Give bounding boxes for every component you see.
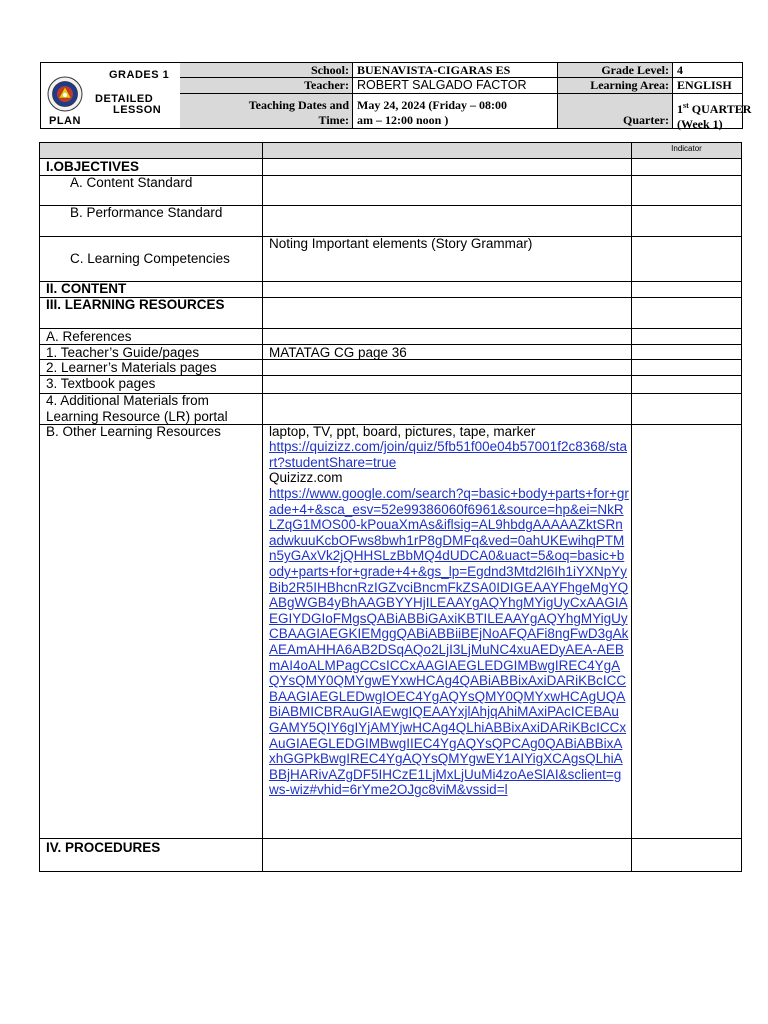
teaching-dates-value: [353, 94, 558, 128]
other-resources-label: B. Other Learning Resources: [46, 424, 221, 439]
row-divider: [40, 838, 741, 839]
quarter-number: 1: [677, 102, 683, 116]
learning-area-label: Learning Area:: [558, 78, 673, 94]
column-divider: [262, 143, 263, 871]
deped-seal-icon: [47, 76, 83, 112]
quarter-label: Quarter:: [558, 94, 673, 128]
other-resources-value: laptop, TV, ppt, board, pictures, tape, marker: [269, 424, 536, 439]
learners-materials-label: 2. Learner’s Materials pages: [46, 360, 217, 375]
header-title-block: [41, 63, 181, 128]
teaching-dates-label: [180, 94, 353, 128]
grades-label: GRADES 1: [109, 69, 170, 81]
additional-materials-line2: Learning Resource (LR) portal: [46, 408, 228, 424]
additional-materials-label: [46, 393, 228, 424]
column-divider: [631, 143, 632, 871]
procedures-heading: IV. PROCEDURES: [46, 840, 161, 855]
references-label: A. References: [46, 329, 132, 344]
quarter-week: (Week 1): [677, 117, 723, 131]
learning-competencies-value: Noting Important elements (Story Grammar): [269, 236, 533, 251]
row-divider: [40, 281, 741, 282]
performance-standard-label: B. Performance Standard: [70, 205, 223, 220]
column-header-shade: [40, 143, 262, 158]
quizizz-text: Quizizz.com: [269, 470, 343, 485]
teaching-dates-label-line2: Time:: [318, 113, 349, 127]
content-heading: II. CONTENT: [46, 281, 127, 296]
teaching-dates-label-line1: Teaching Dates and: [248, 98, 349, 112]
column-header-shade: [263, 143, 631, 158]
indicator-header: Indicator: [671, 144, 702, 153]
lesson-label: LESSON: [113, 104, 162, 116]
detailed-label: DETAILED: [95, 93, 154, 105]
grade-level-label: Grade Level:: [558, 63, 673, 78]
learning-resources-heading: III. LEARNING RESOURCES: [46, 297, 225, 312]
content-standard-label: A. Content Standard: [70, 175, 193, 190]
row-divider: [40, 158, 741, 159]
textbook-label: 3. Textbook pages: [46, 376, 156, 391]
teaching-dates-value-line1: May 24, 2024 (Friday – 08:00: [357, 98, 507, 112]
learning-competencies-label: C. Learning Competencies: [70, 251, 230, 266]
quarter-value: [673, 94, 752, 131]
objectives-heading: I.OBJECTIVES: [46, 159, 140, 174]
quarter-ordinal: st: [683, 101, 689, 110]
teachers-guide-value: MATATAG CG page 36: [269, 345, 407, 360]
teachers-guide-label: 1. Teacher’s Guide/pages: [46, 345, 200, 360]
row-divider: [40, 328, 741, 329]
school-label: School:: [180, 63, 353, 78]
additional-materials-line1: 4. Additional Materials from: [46, 393, 209, 408]
plan-label: PLAN: [49, 115, 81, 127]
lesson-plan-table: [39, 142, 742, 872]
grade-level-value: 4: [673, 63, 743, 78]
teacher-value: ROBERT SALGADO FACTOR: [353, 78, 558, 94]
learning-area-value: ENGLISH: [673, 78, 743, 94]
google-search-link[interactable]: https://www.google.com/search?q=basic+body+parts+for+grade+4+&sca_esv=52e99386060f6961&source=hp&ei=NkRLZqG1MOS00-kPouaXmAs&iflsig=AL9hbdgAAAAAZktSRnadwkuuKcbOFws8bwh1rP8gDMFq&ved=0ahUKEwihqPTMn5yGAxVk2jQHHSLzBbMQ4dUDCA0&uact=5&oq=basic+body+parts+for+grade+4+&gs_lp=Egdnd3Mtd2l6Ih1iYXNpYyBib2R5IHBhcnRzIGZvciBncmFkZSA0IDIGEAAYFhgeMgYQABgWGB4yBhAAGBYYHjILEAAYgAQYhgMYigUyCxAAGIAEGIYDGIoFMgsQABiABBiGAxiKBTILEAAYgAQYhgMYigUyCBAAGIAEGKIEMggQABiABBiiBEjNoAFQAFi8ngFwD3gAkAEAmAHHA6AB2DSqAQo2LjI3LjMuNC4xuAEDyAEA-AEBmAI4oALMPagCCsICCxAAGIAEGLEDGIMBwgIREC4YgAQYsQMY0QMYgwEYxwHCAg4QABiABBixAxiDARiKBcICCBAAGIAEGLEDwgIOEC4YgAQYsQMY0QMYxwHCAgUQABiABMICBRAuGIAEwgIQEAAYxjlAhjqAhiMAxiPAcICEBAuGAMY5QIY6gIYjAMYjwHCAg4QLhiABBixAxiDARiKBcICCxAuGIAEGLEDGIMBwgIIEC4YgAQYsQPCAg0QABiABBixAxhGGPkBwgIREC4YgAQYsQMYgwEY1AIYigXCAgsQLhiABBjHARivAZgDF5IHCzE1LjMxLjUuMi4zoAeSlAI&sclient=gws-wiz#vhid=6rYme2OJgc8viM&vssid=l: [269, 486, 629, 798]
quizizz-link[interactable]: https://quizizz.com/join/quiz/5fb51f00e04b57001f2c8368/start?studentShare=true: [269, 439, 627, 470]
quarter-text: QUARTER: [688, 102, 752, 116]
teacher-label: Teacher:: [180, 78, 353, 94]
teaching-dates-value-line2: am – 12:00 noon ): [357, 113, 449, 127]
lesson-plan-header: [40, 62, 752, 131]
school-value: BUENAVISTA-CIGARAS ES: [353, 63, 558, 78]
